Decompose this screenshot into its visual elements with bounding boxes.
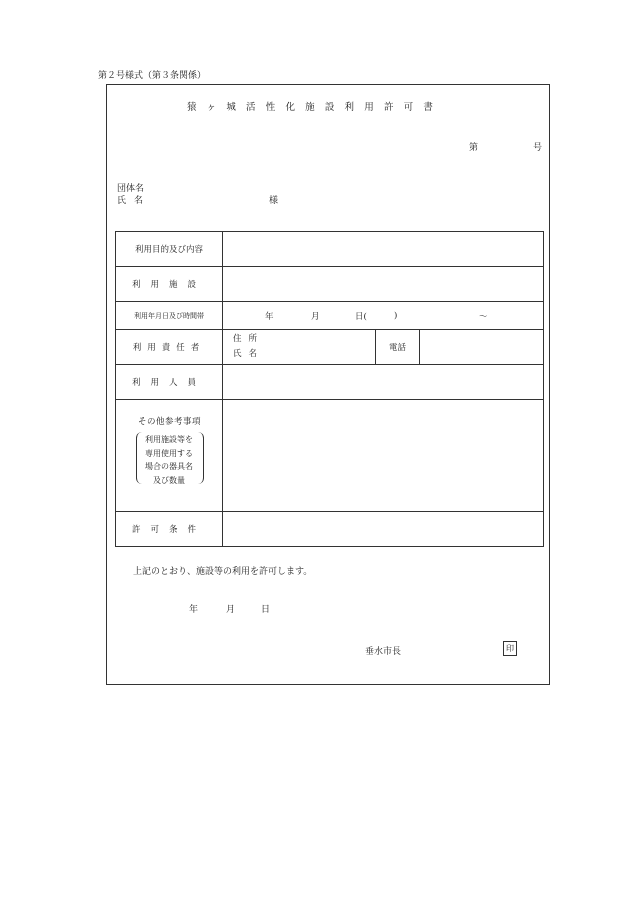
seal-mark: 印 (503, 641, 517, 656)
facility-label-text: 利用施設 (131, 280, 206, 290)
permit-number-prefix: 第 (469, 143, 479, 153)
applicant-name-text: 氏名 (117, 196, 152, 206)
conditions-label (116, 512, 223, 547)
responsible-address-name-field[interactable] (223, 330, 376, 365)
row-users (116, 365, 544, 400)
row-responsible (116, 330, 544, 365)
other-field[interactable] (223, 400, 544, 512)
applicant-name-label (117, 193, 151, 206)
responsible-label-text: 利用責任者 (132, 343, 206, 353)
person-name-label-text: 氏名 (233, 349, 265, 359)
other-note-line: 場合の器具名 (145, 462, 193, 471)
date-year-unit: 年 (265, 311, 274, 322)
facility-field[interactable] (223, 267, 544, 302)
row-datetime (116, 302, 544, 330)
facility-label (116, 267, 223, 302)
phone-label: 電話 (376, 330, 420, 365)
other-label: その他参考事項 (137, 417, 201, 427)
conditions-label-text: 許可条件 (131, 525, 206, 535)
date-month-unit: 月 (311, 311, 320, 322)
other-note-line: 及び数量 (153, 475, 185, 485)
address-label (233, 332, 375, 347)
other-note-line: 利用施設等を (145, 435, 193, 444)
users-label (116, 365, 223, 400)
phone-field[interactable] (420, 330, 544, 365)
permit-table (115, 231, 544, 547)
organization-label: 団体名 (117, 184, 145, 194)
datetime-label: 利用年月日及び時間帯 (116, 302, 223, 330)
responsible-label (116, 330, 223, 365)
purpose-field[interactable] (223, 232, 544, 267)
datetime-field[interactable] (223, 302, 544, 330)
row-facility (116, 267, 544, 302)
person-name-label (233, 347, 375, 362)
other-note-line: 専用使用する (145, 448, 193, 458)
issue-month-unit: 月 (226, 605, 236, 615)
conditions-field[interactable] (223, 512, 544, 547)
users-field[interactable] (223, 365, 544, 400)
other-label-cell (116, 400, 223, 512)
honorific: 様 (269, 196, 279, 206)
purpose-label: 利用目的及び内容 (116, 232, 223, 267)
row-other (116, 400, 544, 512)
permit-number-suffix: 号 (533, 143, 543, 153)
row-conditions (116, 512, 544, 547)
address-label-text: 住所 (233, 334, 265, 344)
other-note (145, 433, 193, 487)
issue-day-unit: 日 (261, 605, 271, 615)
form-number-label: 第２号様式（第３条関係） (98, 71, 207, 81)
date-day-unit: 日( (355, 311, 367, 322)
permit-statement: 上記のとおり、施設等の利用を許可します。 (133, 567, 313, 577)
document-title: 猿ヶ城活性化施設利用許可書 (186, 102, 444, 113)
users-label-text: 利用人員 (131, 378, 206, 388)
time-range-tilde: ～ (479, 311, 488, 322)
issuer-title: 垂水市長 (365, 647, 402, 657)
issue-year-unit: 年 (189, 605, 199, 615)
row-purpose (116, 232, 544, 267)
other-label-wrap (116, 400, 222, 511)
date-close-paren: ) (394, 310, 398, 321)
